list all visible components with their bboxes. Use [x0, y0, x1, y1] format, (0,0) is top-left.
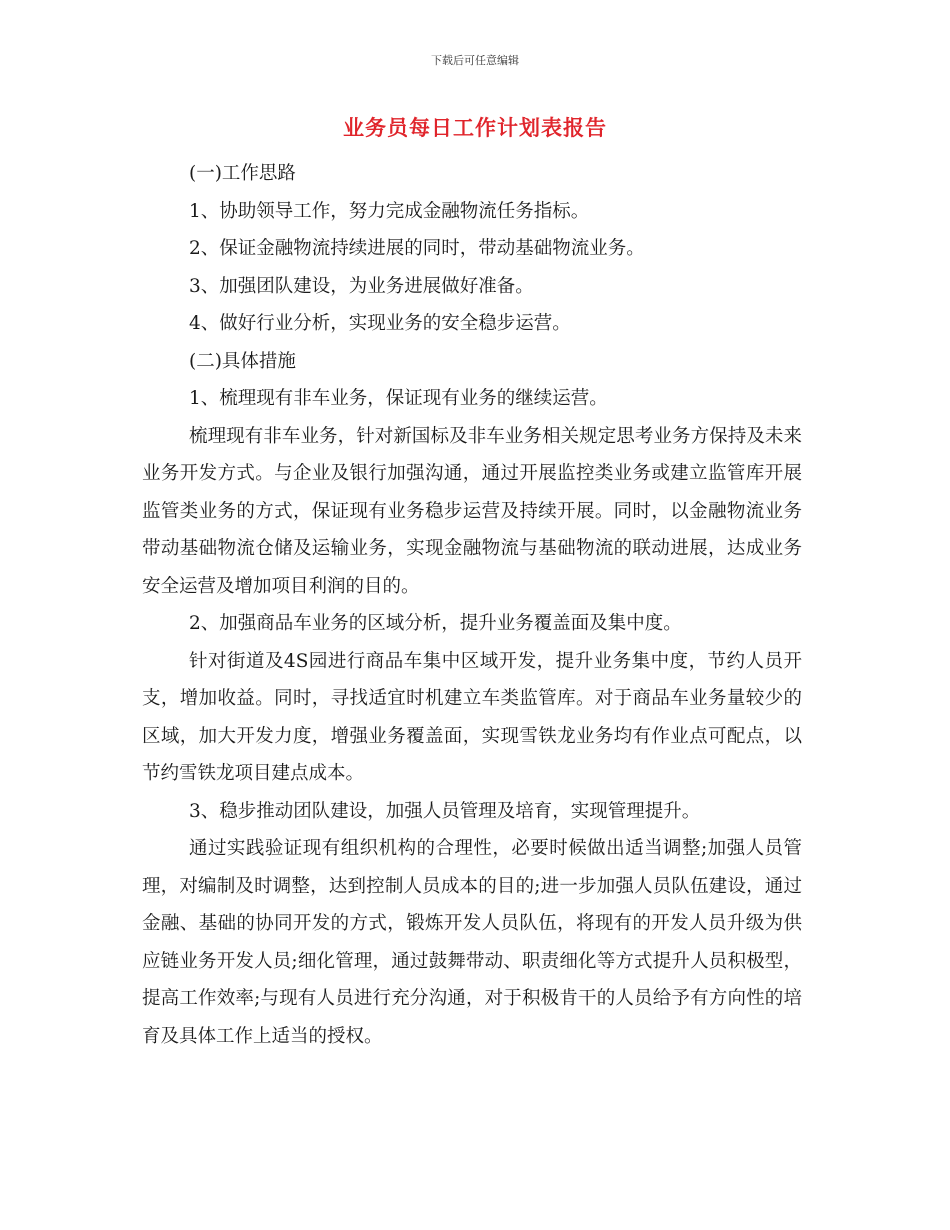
document-body	[142, 155, 802, 1055]
measure-3-title: 3、稳步推动团队建设，加强人员管理及培育，实现管理提升。	[189, 800, 701, 822]
measure-2-title: 2、加强商品车业务的区域分析，提升业务覆盖面及集中度。	[189, 613, 682, 634]
approach-item-2: 2、保证金融物流持续进展的同时，带动基础物流业务。	[189, 238, 645, 259]
approach-item-1: 1、协助领导工作，努力完成金融物流任务指标。	[189, 200, 590, 222]
download-note: 下载后可任意编辑	[431, 54, 519, 67]
measure-3-body: 通过实践验证现有组织机构的合理性，必要时候做出适当调整;加强人员管理，对编制及时调整，达到控制人员成本的目的;进一步加强人员队伍建设，通过金融、基础的协同开发的方式，锻炼开发人员队伍，将现有的开发人员升级为供应链业务开发人员;细化管理，通过鼓舞带动、职责细化等方式提升人员积极型，提高工作效率;与现有人员进行充分沟通，对于积极肯干的人员给予有方向性的培育及具体工作上适当的授权。	[142, 838, 802, 1047]
approach-item-3: 3、加强团队建设，为业务进展做好准备。	[189, 275, 534, 297]
section-heading-approach: (一)工作思路	[189, 163, 296, 184]
measure-1-body: 梳理现有非车业务，针对新国标及非车业务相关规定思考业务方保持及未来业务开发方式。与企业及银行加强沟通，通过开展监控类业务或建立监管库开展监管类业务的方式，保证现有业务稳步运营及持续开展。同时，以金融物流业务带动基础物流仓储及运输业务，实现金融物流与基础物流的联动进展，达成业务安全运营及增加项目利润的目的。	[142, 425, 802, 597]
section-heading-measures: (二)具体措施	[189, 350, 296, 372]
document-title: 业务员每日工作计划表报告	[343, 116, 607, 140]
approach-item-4: 4、做好行业分析，实现业务的安全稳步运营。	[189, 313, 571, 334]
measure-2-body: 针对街道及4S园进行商品车集中区域开发，提升业务集中度，节约人员开支，增加收益。同时，寻找适宜时机建立车类监管库。对于商品车业务量较少的区域，加大开发力度，增强业务覆盖面，实现雪铁龙业务均有作业点可配点，以节约雪铁龙项目建点成本。	[142, 650, 802, 784]
measure-1-title: 1、梳理现有非车业务，保证现有业务的继续运营。	[189, 388, 608, 409]
